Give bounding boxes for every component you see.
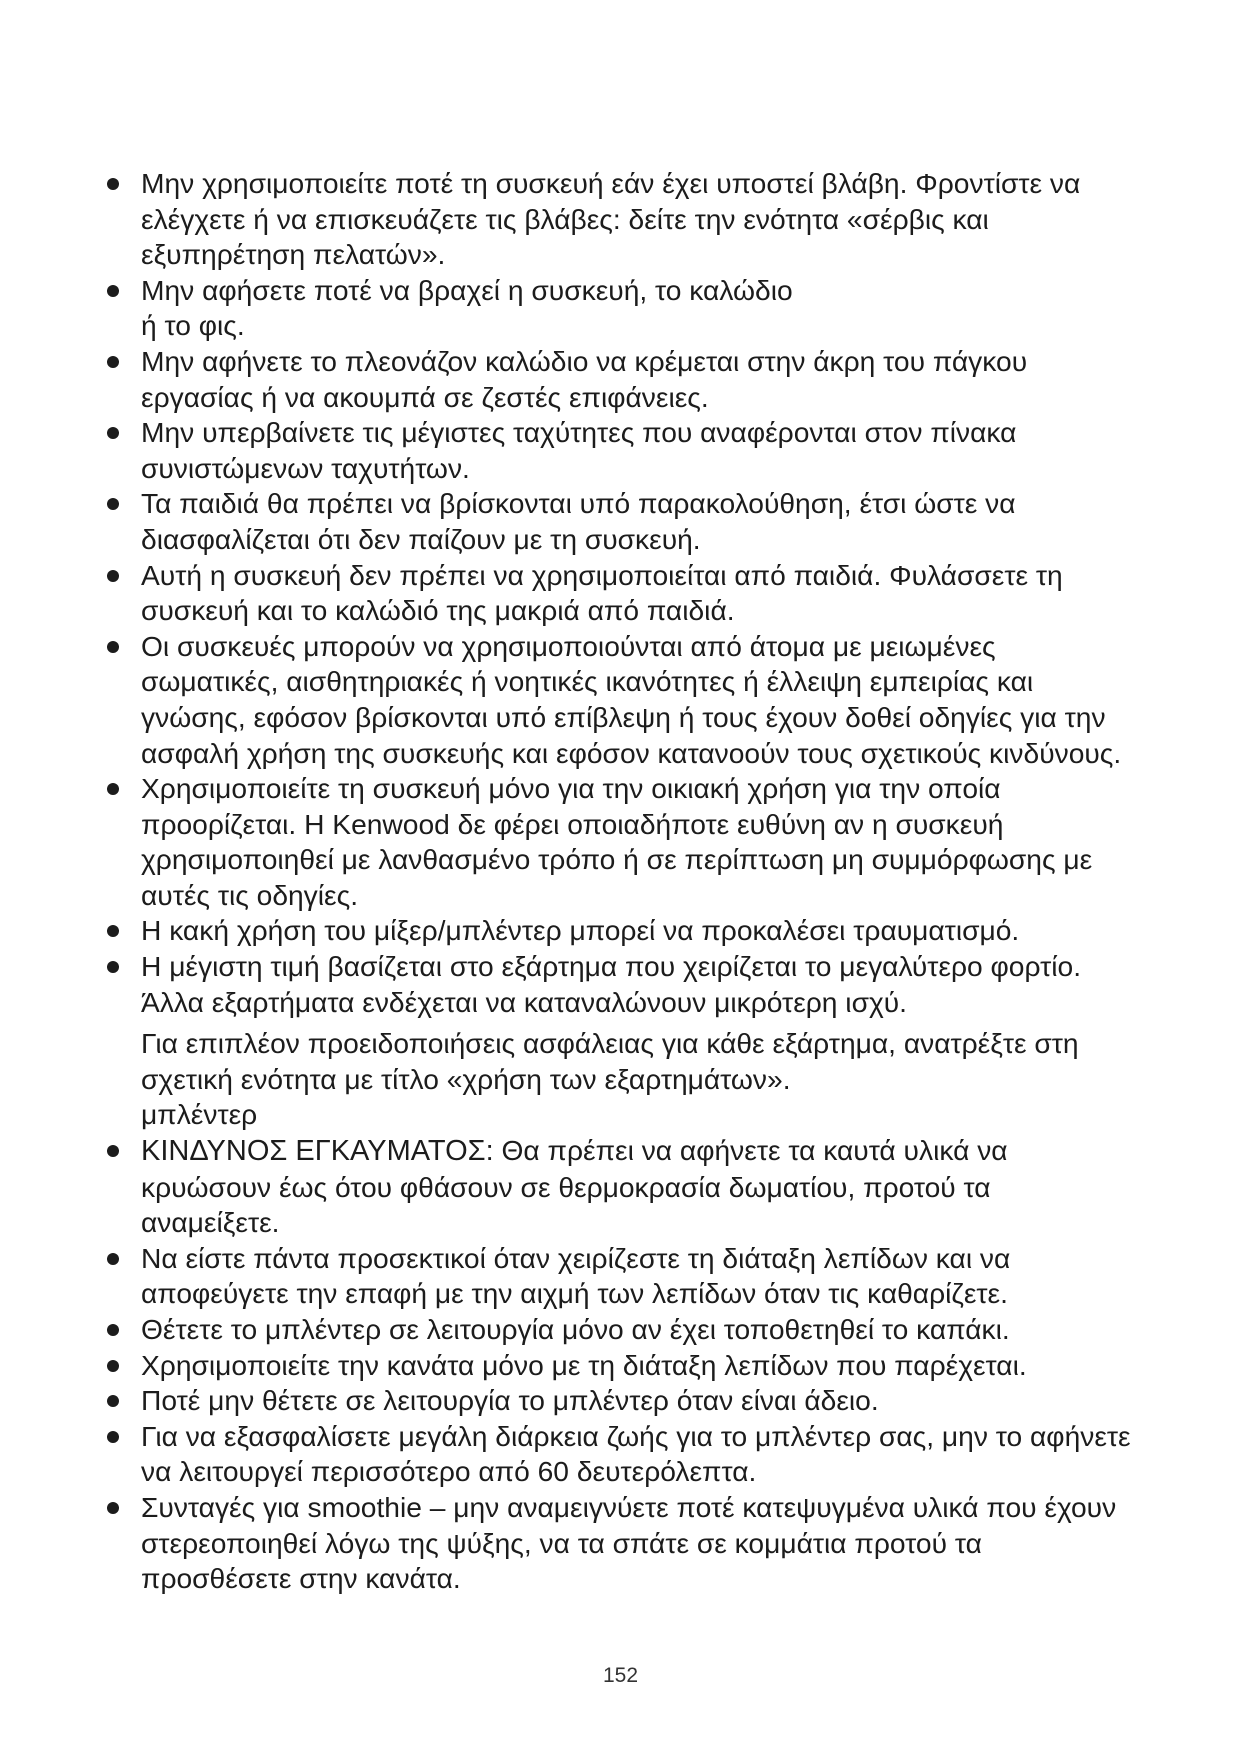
bullet-icon: [107, 356, 119, 368]
list-item: [141, 771, 1131, 913]
burn-hazard-text: Θα πρέπει να αφήνετε τα καυτά υλικά να κρυώσουν έως ότου φθάσουν σε θερμοκρασία δωματίου, προτού τα αναμείξετε.: [141, 1134, 1008, 1239]
bullet-icon: [107, 1431, 119, 1443]
list-item-text: Θέτετε το μπλέντερ σε λειτουργία μόνο αν έχει τοποθετηθεί το καπάκι.: [141, 1313, 1010, 1345]
list-item: [141, 1241, 1131, 1312]
bullet-icon: [107, 925, 119, 937]
manual-page-content: [141, 166, 1131, 1597]
list-item: [141, 1383, 1131, 1419]
list-item-text: Μην χρησιμοποιείτε ποτέ τη συσκευή εάν έχει υποστεί βλάβη. Φροντίστε να ελέγχετε ή να επισκευάζετε τις βλάβες: δείτε την ενότητα «σέρβις και εξυπηρέτηση πελατών».: [141, 167, 1081, 271]
bullet-icon: [107, 427, 119, 439]
list-item-text: Μην αφήσετε ποτέ να βραχεί η συσκευή, το καλώδιο ή το φις.: [141, 273, 793, 342]
accessories-note: Για επιπλέον προειδοποιήσεις ασφάλειας για κάθε εξάρτημα, ανατρέξτε στη σχετική ενότητα με τίτλο «χρήση των εξαρτημάτων».: [141, 1027, 1079, 1095]
list-item: [141, 273, 1131, 344]
bullet-icon: [107, 1502, 119, 1514]
list-item-text: Μην υπερβαίνετε τις μέγιστες ταχύτητες που αναφέρονται στον πίνακα συνιστώμενων ταχυτήτων.: [141, 416, 1017, 484]
list-item-text: Τα παιδιά θα πρέπει να βρίσκονται υπό παρακολούθηση, έτσι ώστε να διασφαλίζεται ότι δεν παίζουν με τη συσκευή.: [141, 487, 1016, 555]
list-item-text: Χρησιμοποιείτε την κανάτα μόνο με τη διάταξη λεπίδων που παρέχεται.: [141, 1348, 1027, 1381]
list-item-text: Αυτή η συσκευή δεν πρέπει να χρησιμοποιείται από παιδιά. Φυλάσσετε τη συσκευή και το καλώδιό της μακριά από παιδιά.: [141, 558, 1063, 627]
safety-list: [141, 166, 1131, 1020]
list-item-text: Η μέγιστη τιμή βασίζεται στο εξάρτημα που χειρίζεται το μεγαλύτερο φορτίο. Άλλα εξαρτήματα ενδέχεται να καταναλώνουν μικρότερη ισχύ.: [141, 950, 1082, 1018]
list-item-text: Για να εξασφαλίσετε μεγάλη διάρκεια ζωής για το μπλέντερ σας, μην το αφήνετε να λειτουργεί περισσότερο από 60 δευτερόλεπτα.: [141, 1419, 1131, 1488]
bullet-icon: [107, 570, 119, 582]
bullet-icon: [107, 1324, 119, 1336]
list-item: [141, 1312, 1131, 1348]
list-item: [141, 415, 1131, 486]
bullet-icon: [107, 178, 119, 190]
list-item-text: Η κακή χρήση του μίξερ/μπλέντερ μπορεί να προκαλέσει τραυματισμό.: [141, 914, 1020, 947]
bullet-icon: [107, 498, 119, 510]
bullet-icon: [107, 1395, 119, 1407]
list-item: [141, 1348, 1131, 1384]
list-item: [141, 949, 1131, 1020]
list-item: [141, 558, 1131, 629]
list-item-text: Να είστε πάντα προσεκτικοί όταν χειρίζεστε τη διάταξη λεπίδων και να αποφεύγετε την επαφή με την αιχμή των λεπίδων όταν τις καθαρίζετε.: [141, 1241, 1011, 1310]
bullet-icon: [107, 1360, 119, 1372]
list-item-text: Μην αφήνετε το πλεονάζον καλώδιο να κρέμεται στην άκρη του πάγκου εργασίας ή να ακουμπά σε ζεστές επιφάνειες.: [141, 344, 1028, 413]
list-item-text: Χρησιμοποιείτε τη συσκευή μόνο για την οικιακή χρήση για την οποία προορίζεται. Η Kenwood δε φέρει οποιαδήποτε ευθύνη αν η συσκευή χρησιμοποιηθεί με λανθασμένο τρόπο ή σε περίπτωση μη συμμόρφωσης με αυτές τις οδηγίες.: [141, 772, 1093, 911]
list-item: [141, 1490, 1131, 1597]
page-number: 152: [602, 1664, 639, 1687]
list-item-text: Συνταγές για smoothie – μην αναμειγνύετε ποτέ κατεψυγμένα υλικά που έχουν στερεοποιηθεί λόγω της ψύξης, να τα σπάτε σε κομμάτια προτού τα προσθέσετε στην κανάτα.: [141, 1490, 1117, 1595]
list-item: [141, 1133, 1131, 1241]
list-item: [141, 486, 1131, 557]
list-item: [141, 913, 1131, 949]
burn-hazard-label: ΚΙΝΔΥΝΟΣ ΕΓΚΑΥΜΑΤΟΣ:: [141, 1135, 494, 1168]
list-item-text: Ποτέ μην θέτετε σε λειτουργία το μπλέντερ όταν είναι άδειο.: [141, 1384, 879, 1417]
list-item: [141, 1419, 1131, 1490]
list-item-text: Οι συσκευές μπορούν να χρησιμοποιούνται από άτομα με μειωμένες σωματικές, αισθητηριακές ή νοητικές ικανότητες ή έλλειψη εμπειρίας και γνώσης, εφόσον βρίσκονται υπό επίβλεψη ή τους έχουν δοθεί οδηγίες για την ασφαλή χρήση της συσκευής και εφόσον κατανοούν τους σχετικούς κινδύνους.: [141, 629, 1122, 769]
bullet-icon: [107, 1145, 119, 1157]
bullet-icon: [107, 783, 119, 795]
bullet-icon: [107, 961, 119, 973]
bullet-icon: [107, 1253, 119, 1265]
bullet-icon: [107, 285, 119, 297]
bullet-icon: [107, 641, 119, 653]
list-item: [141, 166, 1131, 273]
blender-safety-list: [141, 1133, 1131, 1597]
list-item: [141, 629, 1131, 771]
blender-heading: μπλέντερ: [141, 1098, 258, 1131]
list-item: [141, 344, 1131, 415]
